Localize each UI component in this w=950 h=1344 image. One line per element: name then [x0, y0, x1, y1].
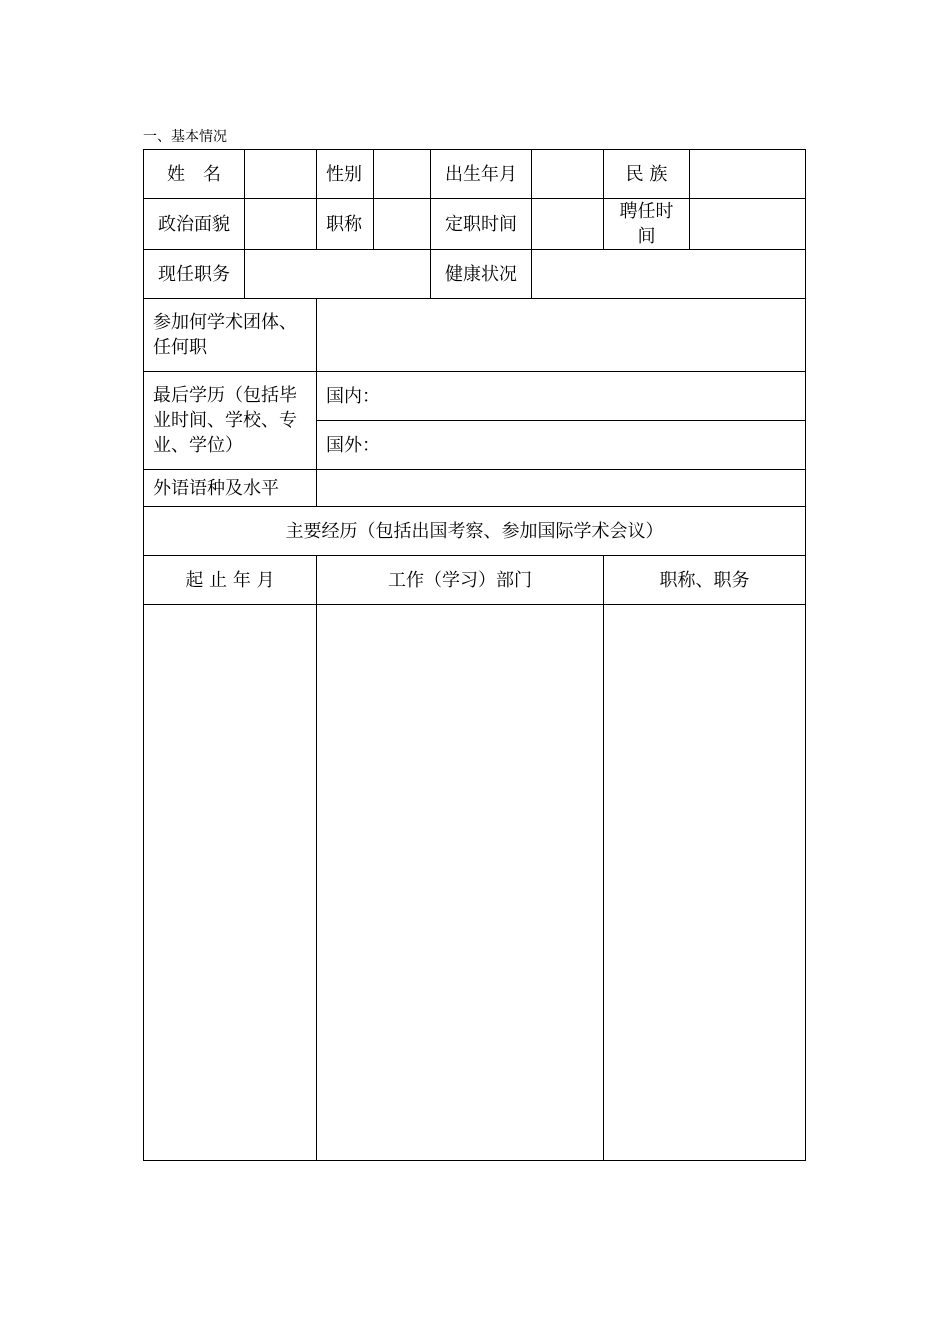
- political-status-field[interactable]: [245, 199, 317, 250]
- name-label: 姓 名: [144, 150, 245, 199]
- experience-heading: 主要经历（包括出国考察、参加国际学术会议）: [144, 507, 806, 556]
- gender-field[interactable]: [374, 150, 431, 199]
- name-field[interactable]: [245, 150, 317, 199]
- section-title: 一、基本情况: [143, 129, 227, 145]
- health-label: 健康状况: [431, 250, 532, 299]
- current-position-field[interactable]: [245, 250, 431, 299]
- academic-groups-field[interactable]: [317, 299, 806, 372]
- title-date-field[interactable]: [532, 199, 604, 250]
- appointment-date-field[interactable]: [690, 199, 806, 250]
- title-label: 职称: [317, 199, 374, 250]
- ethnicity-label: 民 族: [604, 150, 690, 199]
- language-field[interactable]: [317, 470, 806, 507]
- language-label: 外语语种及水平: [144, 470, 317, 507]
- experience-col-period: 起 止 年 月: [144, 556, 317, 605]
- title-field[interactable]: [374, 199, 431, 250]
- experience-col-department: 工作（学习）部门: [317, 556, 604, 605]
- ethnicity-field[interactable]: [690, 150, 806, 199]
- title-date-label: 定职时间: [431, 199, 532, 250]
- education-label: 最后学历（包括毕业时间、学校、专业、学位）: [144, 372, 317, 470]
- political-status-label: 政治面貌: [144, 199, 245, 250]
- health-field[interactable]: [532, 250, 806, 299]
- basic-info-form: [143, 149, 806, 1161]
- current-position-label: 现任职务: [144, 250, 245, 299]
- experience-period-field[interactable]: [144, 605, 317, 1161]
- appointment-date-label: 聘任时间: [604, 199, 690, 250]
- gender-label: 性别: [317, 150, 374, 199]
- abroad-field[interactable]: 国外：: [317, 421, 806, 470]
- birth-label: 出生年月: [431, 150, 532, 199]
- experience-department-field[interactable]: [317, 605, 604, 1161]
- experience-title-field[interactable]: [604, 605, 806, 1161]
- academic-groups-label: 参加何学术团体、任何职: [144, 299, 317, 372]
- domestic-field[interactable]: 国内：: [317, 372, 806, 421]
- birth-field[interactable]: [532, 150, 604, 199]
- experience-col-title: 职称、职务: [604, 556, 806, 605]
